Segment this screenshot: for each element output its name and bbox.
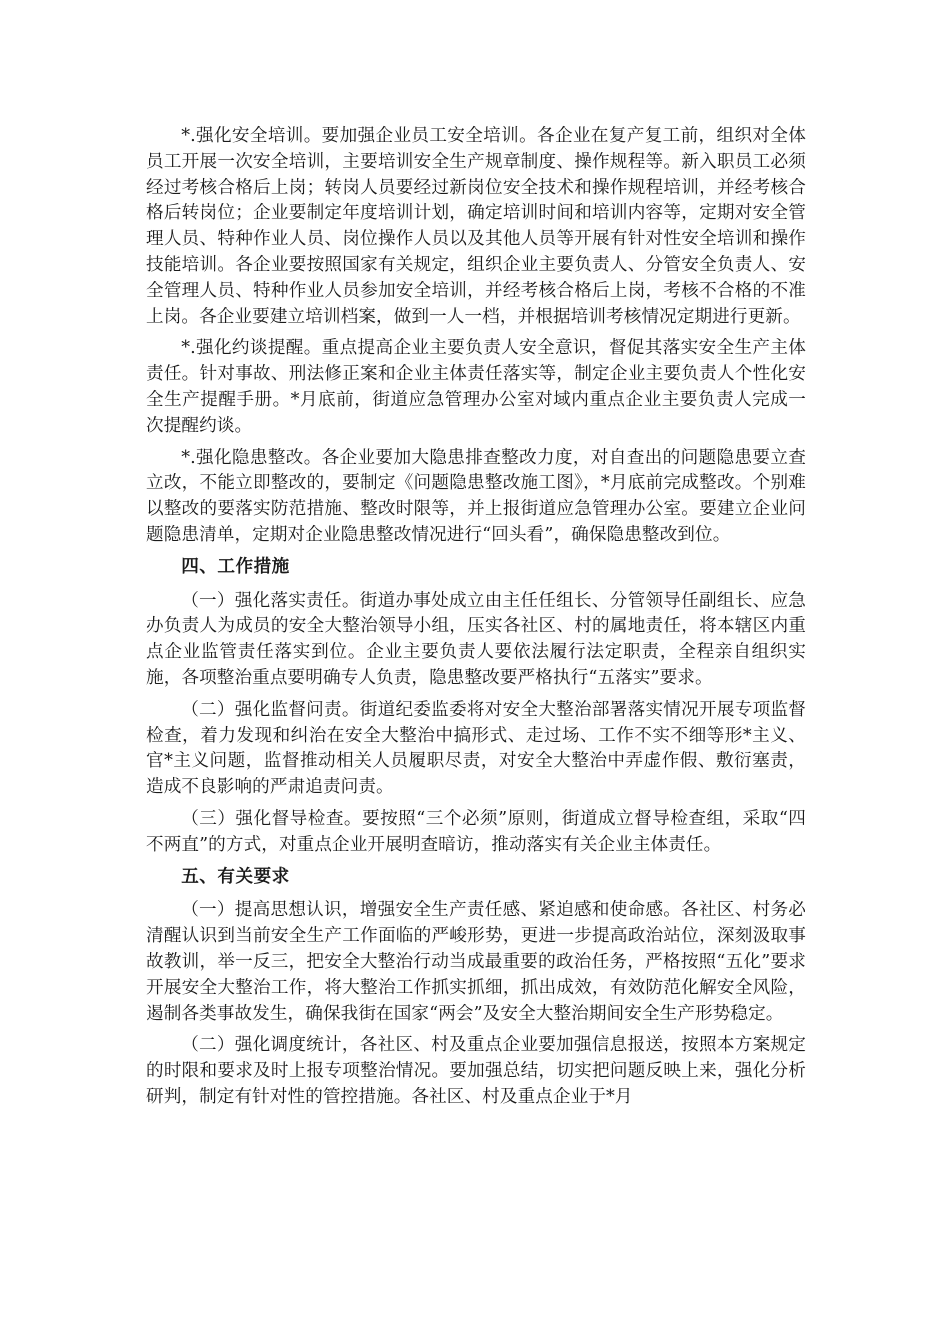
paragraph-supervision-accountability: （二）强化监督问责。街道纪委监委将对安全大整治部署落实情况开展专项监督检查，着力发现和纠治在安全大整治中搞形式、走过场、工作不实不细等形*主义、官*主义问题，监督推动相关人员履职尽责，对安全大整治中弄虚作假、敷衍塞责，造成不良影响的严肃追责问责。 [146,699,806,798]
paragraph-awareness: （一）提高思想认识，增强安全生产责任感、紧迫感和使命感。各社区、村务必清醒认识到当前安全生产工作面临的严峻形势，更进一步提高政治站位，深刻汲取事故教训，举一反三，把安全大整治行动当成最重要的政治任务，严格按照“五化”要求开展安全大整治工作，将大整治工作抓实抓细，抓出成效，有效防范化解安全风险，遏制各类事故发生，确保我街在国家“两会”及安全大整治期间安全生产形势稳定。 [146,900,806,1024]
paragraph-interview-reminder: *.强化约谈提醒。重点提高企业主要负责人安全意识，督促其落实安全生产主体责任。针对事故、刑法修正案和企业主体责任落实等，制定企业主要负责人个性化安全生产提醒手册。*月底前，街道应急管理办公室对域内重点企业主要负责人完成一次提醒约谈。 [146,338,806,436]
section-heading-work-measures: 四、工作措施 [181,556,290,577]
paragraph-hazard-rectification: *.强化隐患整改。各企业要加大隐患排查整改力度，对自查出的问题隐患要立查立改，不能立即整改的，要制定《问题隐患整改施工图》，*月底前完成整改。个别难以整改的要落实防范措施、整改时限等，并上报街道应急管理办公室。要建立企业问题隐患清单，定期对企业隐患整改情况进行“回头看”，确保隐患整改到位。 [146,447,806,545]
section-heading-requirements: 五、有关要求 [181,866,290,887]
paragraph-responsibility: （一）强化落实责任。街道办事处成立由主任任组长、分管领导任副组长、应急办负责人为成员的安全大整治领导小组，压实各社区、村的属地责任，将本辖区内重点企业监管责任落实到位。企业主要负责人要依法履行法定职责，全程亲自组织实施，各项整治重点要明确专人负责，隐患整改要严格执行“五落实”要求。 [146,590,806,688]
paragraph-statistics: （二）强化调度统计，各社区、村及重点企业要加强信息报送，按照本方案规定的时限和要求及时上报专项整治情况。要加强总结，切实把问题反映上来，强化分析研判，制定有针对性的管控措施。各社区、村及重点企业于*月 [146,1035,806,1107]
paragraph-safety-training: *.强化安全培训。要加强企业员工安全培训。各企业在复产复工前，组织对全体员工开展一次安全培训，主要培训安全生产规章制度、操作规程等。新入职员工必须经过考核合格后上岗；转岗人员要经过新岗位安全技术和操作规程培训，并经考核合格后转岗位；企业要制定年度培训计划，确定培训时间和培训内容等，定期对安全管理人员、特种作业人员、岗位操作人员以及其他人员等开展有针对性安全培训和操作技能培训。各企业要按照国家有关规定，组织企业主要负责人、分管安全负责人、安全管理人员、特种作业人员参加安全培训，并经考核合格后上岗，考核不合格的不准上岗。各企业要建立培训档案，做到一人一档，并根据培训考核情况定期进行更新。 [146,126,806,327]
document-page [146,124,806,1117]
paragraph-inspection: （三）强化督导检查。要按照“三个必须”原则，街道成立督导检查组，采取“四不两直”的方式，对重点企业开展明查暗访，推动落实有关企业主体责任。 [146,808,806,855]
